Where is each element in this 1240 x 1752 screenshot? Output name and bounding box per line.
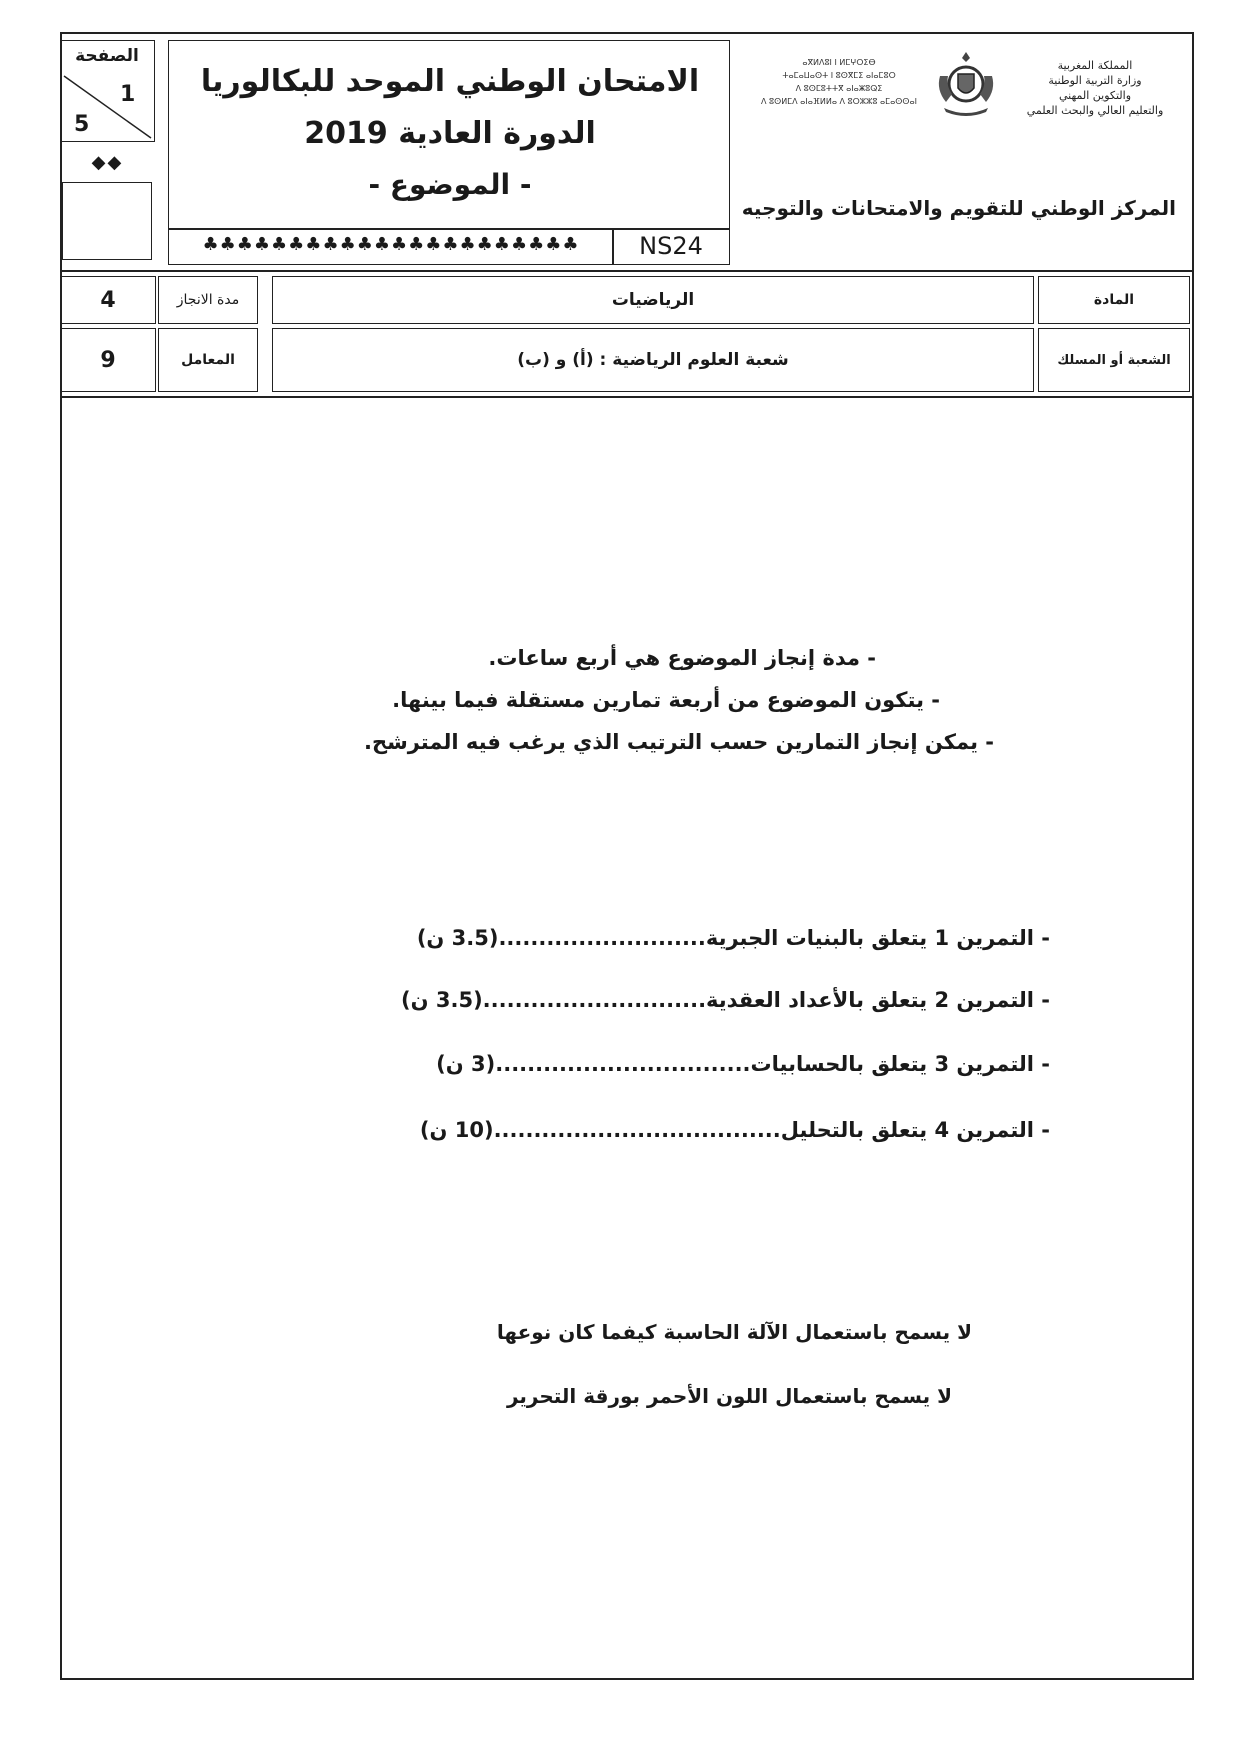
exercise-line-1: - التمرين 1 يتعلق بالبنيات الجبرية..........................(3.5 ن) — [416, 926, 1050, 950]
table-bottom-rule — [60, 396, 1194, 398]
exercise-line-2: - التمرين 2 يتعلق بالأعداد العقدية............................(3.5 ن) — [401, 988, 1050, 1012]
tifinagh-line-1: ⴰⴳⵍⴷⵓⵏ ⵏ ⵍⵎⵖⵔⵉⴱ — [802, 58, 876, 67]
tifinagh-block — [746, 56, 932, 108]
exercise-line-4: - التمرين 4 يتعلق بالتحليل....................................(10 ن) — [419, 1118, 1050, 1142]
exam-subtitle: - الموضوع - — [368, 168, 532, 201]
ministry-line-1: المملكة المغربية — [1057, 59, 1133, 72]
exam-session: الدورة العادية 2019 — [304, 116, 596, 151]
coef-label-cell — [158, 328, 258, 392]
tifinagh-line-4: ⴷ ⵓⵙⵍⵎⴷ ⴰⵏⴰⴼⵍⵍⴰ ⴷ ⵓⵔⵣⵣⵓ ⴰⵎⴰⵙⵙⴰⵏ — [761, 97, 917, 106]
title-box-divider — [168, 228, 730, 230]
instruction-line-1: - مدة إنجاز الموضوع هي أربع ساعات. — [488, 646, 876, 670]
exam-title: الامتحان الوطني الموحد للبكالوريا — [200, 64, 700, 99]
ministry-line-2: وزارة التربية الوطنية — [1048, 74, 1142, 87]
branch-value-cell — [272, 328, 1034, 392]
note-calculator: لا يسمح باستعمال الآلة الحاسبة كيفما كان نوعها — [496, 1320, 972, 1344]
duration-value: 4 — [100, 287, 116, 313]
duration-label-cell — [158, 276, 258, 324]
page-total: 5 — [74, 112, 90, 137]
branch-value: شعبة العلوم الرياضية : (أ) و (ب) — [517, 350, 789, 370]
coef-label: المعامل — [181, 352, 235, 368]
subject-value: الرياضيات — [611, 290, 695, 310]
ministry-block — [1010, 58, 1180, 118]
diamond-marks: ◆◆ — [91, 152, 124, 173]
duration-label: مدة الانجاز — [176, 292, 240, 308]
page-current: 1 — [120, 82, 136, 107]
note-red-ink: لا يسمح باستعمال اللون الأحمر بورقة التحرير — [506, 1384, 952, 1408]
exam-code: NS24 — [639, 232, 703, 260]
instruction-line-3: - يمكن إنجاز التمارين حسب الترتيب الذي يرغب فيه المترشح. — [363, 730, 994, 754]
duration-value-cell — [60, 276, 156, 324]
ministry-line-3: والتكوين المهني — [1058, 89, 1132, 102]
subject-label: المادة — [1093, 292, 1135, 308]
branch-label-cell — [1038, 328, 1190, 392]
branch-label: الشعبة أو المسلك — [1057, 352, 1171, 368]
blank-box — [62, 182, 152, 260]
center-name: المركز الوطني للتقويم والامتحانات والتوجيه — [741, 196, 1176, 220]
subject-value-cell — [272, 276, 1034, 324]
exercise-line-3: - التمرين 3 يتعلق بالحسابيات................................(3 ن) — [436, 1052, 1050, 1076]
tifinagh-line-3: ⴷ ⵓⵙⵎⵓⵜⵜⴳ ⴰⵏⴰⵥⵓⵕⵉ — [795, 84, 883, 93]
coat-of-arms-icon — [930, 48, 1002, 120]
table-top-rule — [60, 270, 1194, 272]
ministry-line-4: والتعليم العالي والبحث العلمي — [1026, 104, 1164, 117]
tifinagh-line-2: ⵜⴰⵎⴰⵡⴰⵙⵜ ⵏ ⵓⵙⴳⵎⵉ ⴰⵏⴰⵎⵓⵔ — [782, 71, 896, 80]
instruction-line-2: - يتكون الموضوع من أربعة تمارين مستقلة فيما بينها. — [392, 688, 940, 712]
subject-label-cell — [1038, 276, 1190, 324]
star-ornament: ♣♣♣♣♣♣♣♣♣♣♣♣♣♣♣♣♣♣♣♣♣♣ — [202, 234, 580, 255]
page-label: الصفحة — [75, 46, 139, 66]
coef-value-cell — [60, 328, 156, 392]
coef-value: 9 — [100, 347, 116, 373]
